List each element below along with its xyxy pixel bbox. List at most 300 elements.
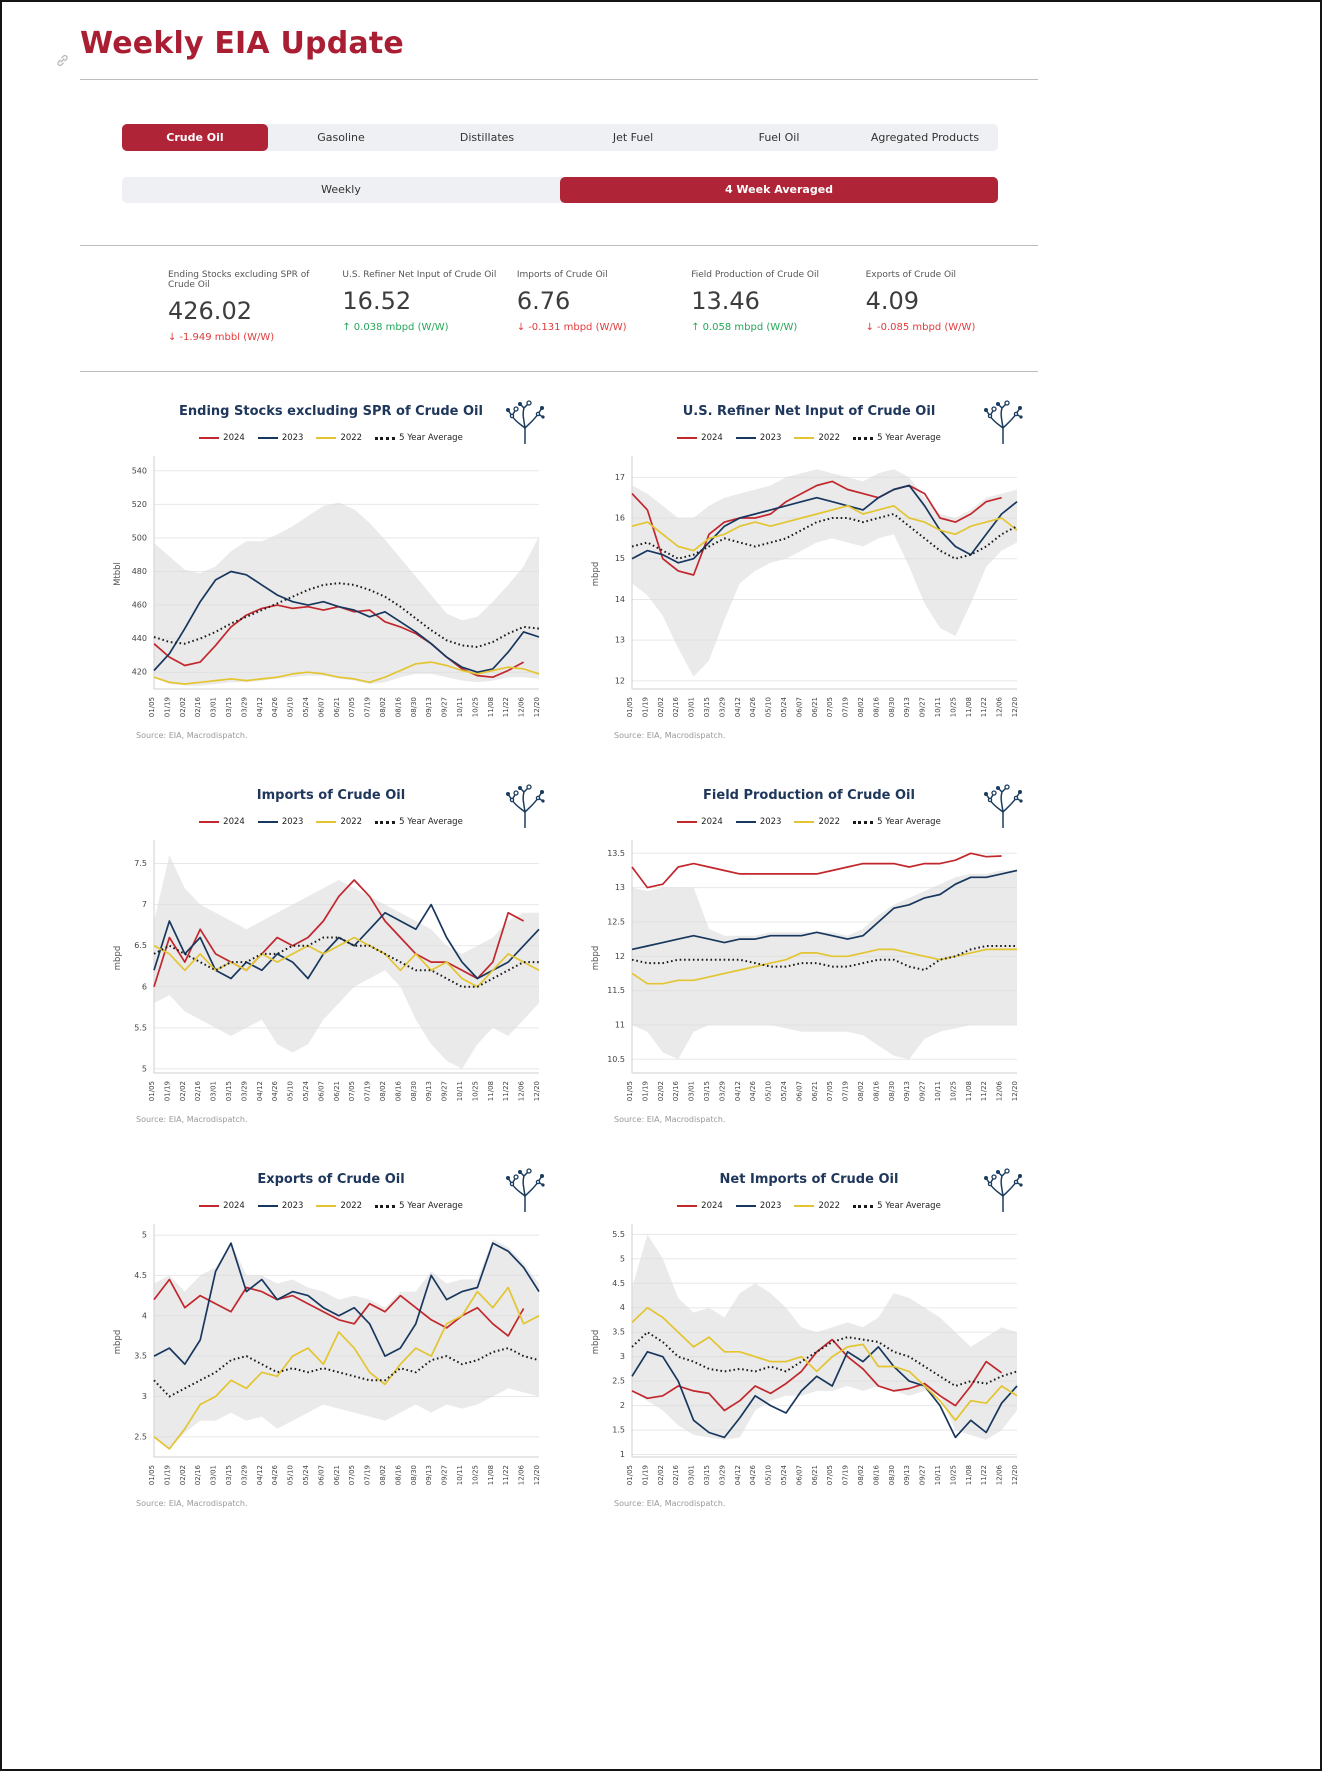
legend-item <box>677 817 723 827</box>
svg-text:04/26: 04/26 <box>749 697 758 718</box>
legend-item <box>677 433 723 443</box>
kpi-imports-of-crude-oil <box>517 270 691 343</box>
svg-text:03/01: 03/01 <box>687 697 696 718</box>
chart-title: Ending Stocks excluding SPR of Crude Oil <box>179 404 483 419</box>
svg-text:03/29: 03/29 <box>240 1465 249 1486</box>
svg-text:03/01: 03/01 <box>209 1081 218 1102</box>
legend-item <box>853 817 941 827</box>
svg-text:04/26: 04/26 <box>271 697 280 718</box>
svg-text:02/16: 02/16 <box>672 1465 681 1486</box>
svg-text:11/22: 11/22 <box>502 697 511 718</box>
svg-text:08/30: 08/30 <box>409 697 418 718</box>
chart-card-imports-of-crude-oil <box>108 778 554 1124</box>
svg-text:04/26: 04/26 <box>271 1465 280 1486</box>
legend-label: 5 Year Average <box>877 817 941 827</box>
svg-text:12.5: 12.5 <box>607 917 625 927</box>
svg-text:03/29: 03/29 <box>240 1081 249 1102</box>
svg-text:03/15: 03/15 <box>703 697 711 718</box>
svg-text:09/27: 09/27 <box>440 1081 449 1102</box>
source-note: Source: EIA, Macrodispatch. <box>614 731 726 740</box>
legend-label: 5 Year Average <box>877 1201 941 1211</box>
svg-text:520: 520 <box>131 499 147 509</box>
svg-text:08/16: 08/16 <box>394 697 403 718</box>
svg-text:07/05: 07/05 <box>826 1081 835 1102</box>
svg-text:10/11: 10/11 <box>456 1081 464 1102</box>
svg-text:11/22: 11/22 <box>980 1465 989 1486</box>
svg-text:08/02: 08/02 <box>379 1465 387 1486</box>
svg-text:12/06: 12/06 <box>517 1465 526 1486</box>
kpi-value: 426.02 <box>168 297 252 325</box>
kpi-delta-text: 0.058 mbpd (W/W) <box>702 322 798 333</box>
legend-item <box>794 817 840 827</box>
svg-text:12/20: 12/20 <box>533 697 541 718</box>
svg-text:mbpd: mbpd <box>591 561 601 587</box>
svg-text:09/27: 09/27 <box>918 697 927 718</box>
legend-swatch <box>375 1205 395 1208</box>
legend-swatch <box>853 1205 873 1208</box>
svg-text:02/02: 02/02 <box>656 1081 665 1102</box>
chart-plot <box>586 833 1026 1115</box>
legend-swatch <box>375 437 395 440</box>
kpi-value: 4.09 <box>865 287 920 315</box>
svg-text:3.5: 3.5 <box>134 1351 147 1361</box>
svg-text:7.5: 7.5 <box>134 859 147 869</box>
svg-text:02/02: 02/02 <box>178 1081 187 1102</box>
kpi-row <box>168 270 1040 343</box>
svg-text:5.5: 5.5 <box>612 1229 625 1239</box>
svg-text:02/02: 02/02 <box>178 697 187 718</box>
legend-swatch <box>199 821 219 823</box>
svg-text:08/16: 08/16 <box>394 1465 403 1486</box>
chart-legend <box>586 433 1032 443</box>
kpi-value: 13.46 <box>691 287 760 315</box>
svg-text:03/01: 03/01 <box>209 697 218 718</box>
svg-text:460: 460 <box>131 600 147 610</box>
svg-text:01/05: 01/05 <box>148 1465 156 1486</box>
kpi-label: Field Production of Crude Oil <box>691 270 820 280</box>
legend-item <box>375 433 463 443</box>
svg-text:03/15: 03/15 <box>225 1081 233 1102</box>
svg-text:02/16: 02/16 <box>194 697 203 718</box>
svg-text:01/05: 01/05 <box>626 1465 634 1486</box>
header-divider <box>80 79 1038 80</box>
delta-up-arrow-icon: ↑ <box>342 322 351 333</box>
chart-title: Imports of Crude Oil <box>256 788 406 803</box>
svg-text:09/13: 09/13 <box>903 1081 912 1102</box>
tab-weekly[interactable]: Weekly <box>321 183 361 196</box>
svg-text:08/16: 08/16 <box>872 1081 881 1102</box>
kpi-ending-stocks-excluding-spr-of-crude-oil <box>168 270 342 343</box>
tab-distillates[interactable]: Distillates <box>459 131 515 144</box>
svg-text:7: 7 <box>141 900 147 910</box>
legend-label: 2024 <box>223 1201 245 1211</box>
legend-swatch <box>677 437 697 439</box>
legend-label: 2022 <box>818 817 841 827</box>
svg-text:10/25: 10/25 <box>471 697 480 718</box>
svg-text:15: 15 <box>614 554 625 564</box>
svg-text:04/26: 04/26 <box>749 1081 758 1102</box>
svg-text:mbpd: mbpd <box>591 1329 601 1355</box>
svg-text:04/12: 04/12 <box>733 1081 742 1102</box>
page-content <box>80 2 1038 1508</box>
svg-text:07/05: 07/05 <box>826 1465 835 1486</box>
kpi-bottom-divider <box>80 371 1038 372</box>
svg-text:08/30: 08/30 <box>887 1465 896 1486</box>
chart-plot <box>586 449 1026 731</box>
svg-text:06/21: 06/21 <box>332 697 341 718</box>
svg-text:08/16: 08/16 <box>394 1081 403 1102</box>
tab-jet-fuel[interactable]: Jet Fuel <box>612 131 654 144</box>
legend-item <box>199 1201 245 1211</box>
legend-swatch <box>199 1205 219 1207</box>
svg-text:04/12: 04/12 <box>733 697 742 718</box>
svg-text:01/05: 01/05 <box>148 1081 156 1102</box>
svg-text:03/15: 03/15 <box>703 1465 711 1486</box>
legend-item <box>853 1201 941 1211</box>
tab-agregated-products[interactable]: Agregated Products <box>870 131 980 144</box>
charts-grid <box>108 394 1032 1508</box>
svg-text:05/24: 05/24 <box>780 697 788 718</box>
svg-text:10/25: 10/25 <box>949 697 958 718</box>
svg-text:06/21: 06/21 <box>810 697 819 718</box>
svg-text:2.5: 2.5 <box>612 1376 625 1386</box>
svg-text:02/16: 02/16 <box>672 697 681 718</box>
chart-title: Exports of Crude Oil <box>257 1172 405 1187</box>
legend-item <box>316 433 362 443</box>
svg-text:3: 3 <box>141 1391 147 1401</box>
chart-plot <box>586 1217 1026 1499</box>
chart-card-ending-stocks-excluding-spr-of-crude-oil <box>108 394 554 740</box>
svg-text:12/20: 12/20 <box>533 1081 541 1102</box>
legend-swatch <box>316 1205 336 1207</box>
legend-swatch <box>316 821 336 823</box>
legend-label: 2022 <box>818 433 841 443</box>
svg-text:06/21: 06/21 <box>810 1465 819 1486</box>
kpi-delta-text: -0.131 mbpd (W/W) <box>528 322 627 333</box>
svg-text:08/02: 08/02 <box>857 1465 865 1486</box>
legend-label: 2024 <box>701 433 723 443</box>
legend-label: 2023 <box>759 817 782 827</box>
source-note: Source: EIA, Macrodispatch. <box>614 1115 726 1124</box>
svg-text:10.5: 10.5 <box>607 1054 625 1064</box>
svg-text:07/05: 07/05 <box>348 1081 357 1102</box>
svg-text:09/27: 09/27 <box>440 697 449 718</box>
legend-item <box>375 1201 463 1211</box>
svg-text:05/10: 05/10 <box>764 697 773 718</box>
svg-text:12/20: 12/20 <box>1011 697 1019 718</box>
svg-text:2: 2 <box>619 1401 625 1411</box>
legend-label: 2022 <box>340 433 363 443</box>
kpi-delta <box>517 322 677 333</box>
chart-plot <box>108 833 548 1115</box>
svg-text:07/19: 07/19 <box>841 697 850 718</box>
legend-label: 5 Year Average <box>877 433 941 443</box>
link-anchor-icon[interactable] <box>56 54 69 67</box>
svg-text:08/16: 08/16 <box>872 697 881 718</box>
legend-swatch <box>258 437 278 439</box>
legend-item <box>316 1201 362 1211</box>
kpi-value: 16.52 <box>342 287 412 315</box>
legend-item <box>258 817 304 827</box>
svg-text:12: 12 <box>614 951 625 961</box>
svg-text:01/19: 01/19 <box>641 697 650 718</box>
svg-text:02/16: 02/16 <box>194 1465 203 1486</box>
svg-text:08/30: 08/30 <box>409 1465 418 1486</box>
svg-text:01/05: 01/05 <box>148 697 156 718</box>
chart-legend <box>108 1201 554 1211</box>
chart-legend <box>108 817 554 827</box>
svg-text:06/07: 06/07 <box>317 697 326 718</box>
svg-text:10/25: 10/25 <box>471 1465 480 1486</box>
kpi-value: 6.76 <box>516 287 571 315</box>
svg-text:02/02: 02/02 <box>656 697 665 718</box>
svg-text:07/19: 07/19 <box>363 1081 372 1102</box>
svg-text:11/22: 11/22 <box>980 1081 989 1102</box>
svg-text:03/29: 03/29 <box>718 1081 727 1102</box>
svg-text:09/13: 09/13 <box>425 697 434 718</box>
svg-text:4.5: 4.5 <box>134 1270 147 1280</box>
svg-text:05/10: 05/10 <box>764 1465 773 1486</box>
svg-text:08/30: 08/30 <box>887 697 896 718</box>
svg-text:01/19: 01/19 <box>641 1465 650 1486</box>
svg-text:06/07: 06/07 <box>317 1465 326 1486</box>
kpi-field-production-of-crude-oil <box>691 270 865 343</box>
svg-text:04/26: 04/26 <box>271 1081 280 1102</box>
svg-text:12/06: 12/06 <box>517 1081 526 1102</box>
svg-text:01/05: 01/05 <box>626 1081 634 1102</box>
tab-4-week-averaged[interactable]: 4 Week Averaged <box>560 177 998 203</box>
svg-text:03/29: 03/29 <box>240 697 249 718</box>
svg-text:10/25: 10/25 <box>471 1081 480 1102</box>
legend-label: 2024 <box>223 433 245 443</box>
legend-label: 2023 <box>281 433 304 443</box>
chart-title: Field Production of Crude Oil <box>703 788 915 803</box>
svg-text:10/25: 10/25 <box>949 1081 958 1102</box>
svg-text:04/12: 04/12 <box>255 1465 264 1486</box>
svg-text:04/12: 04/12 <box>255 1081 264 1102</box>
svg-text:3.5: 3.5 <box>612 1327 625 1337</box>
svg-text:10/11: 10/11 <box>934 697 942 718</box>
svg-text:03/15: 03/15 <box>225 1465 233 1486</box>
svg-text:11.5: 11.5 <box>607 986 625 996</box>
svg-text:05/24: 05/24 <box>302 1081 310 1102</box>
legend-swatch <box>316 437 336 439</box>
legend-item <box>794 433 840 443</box>
svg-text:10/25: 10/25 <box>949 1465 958 1486</box>
svg-text:mbpd: mbpd <box>113 945 123 971</box>
svg-text:06/07: 06/07 <box>795 1081 804 1102</box>
legend-label: 2022 <box>818 1201 841 1211</box>
macrodispatch-logo-icon <box>500 398 550 448</box>
legend-swatch <box>736 1205 756 1207</box>
svg-text:06/21: 06/21 <box>332 1081 341 1102</box>
svg-text:06/21: 06/21 <box>332 1465 341 1486</box>
svg-text:540: 540 <box>131 466 147 476</box>
svg-text:11: 11 <box>614 1020 625 1030</box>
svg-text:04/12: 04/12 <box>255 697 264 718</box>
svg-text:12/20: 12/20 <box>1011 1081 1019 1102</box>
svg-text:10/11: 10/11 <box>934 1465 942 1486</box>
legend-swatch <box>258 1205 278 1207</box>
svg-text:11/08: 11/08 <box>486 1465 495 1486</box>
svg-text:08/02: 08/02 <box>379 697 387 718</box>
legend-item <box>853 433 941 443</box>
svg-text:03/29: 03/29 <box>718 1465 727 1486</box>
delta-up-arrow-icon: ↑ <box>691 322 700 333</box>
svg-text:Mtbbl: Mtbbl <box>113 562 123 586</box>
svg-text:07/05: 07/05 <box>826 697 835 718</box>
svg-text:05/24: 05/24 <box>780 1081 788 1102</box>
svg-text:05/10: 05/10 <box>286 697 295 718</box>
chart-legend <box>586 1201 1032 1211</box>
chart-plot <box>108 1217 548 1499</box>
svg-text:6: 6 <box>141 982 147 992</box>
svg-text:4: 4 <box>141 1311 147 1321</box>
macrodispatch-logo-icon <box>500 1166 550 1216</box>
svg-text:01/19: 01/19 <box>163 1465 172 1486</box>
legend-label: 2024 <box>701 817 723 827</box>
kpi-label: U.S. Refiner Net Input of Crude Oil <box>342 270 497 280</box>
svg-text:01/19: 01/19 <box>641 1081 650 1102</box>
source-note: Source: EIA, Macrodispatch. <box>136 1115 248 1124</box>
source-note: Source: EIA, Macrodispatch. <box>136 731 248 740</box>
svg-text:13.5: 13.5 <box>607 848 625 858</box>
svg-text:11/22: 11/22 <box>502 1465 511 1486</box>
chart-title: Net Imports of Crude Oil <box>719 1172 899 1187</box>
frequency-tabs <box>122 177 998 203</box>
legend-item <box>199 817 245 827</box>
chart-title: U.S. Refiner Net Input of Crude Oil <box>682 404 936 419</box>
svg-text:4: 4 <box>619 1303 625 1313</box>
kpi-delta <box>342 322 502 333</box>
svg-text:09/13: 09/13 <box>425 1465 434 1486</box>
svg-text:09/27: 09/27 <box>440 1465 449 1486</box>
delta-down-arrow-icon: ↓ <box>865 322 875 333</box>
legend-label: 2022 <box>340 1201 363 1211</box>
legend-label: 2024 <box>701 1201 723 1211</box>
legend-label: 2023 <box>281 817 304 827</box>
svg-text:06/07: 06/07 <box>795 1465 804 1486</box>
svg-text:12/06: 12/06 <box>995 697 1004 718</box>
svg-text:08/02: 08/02 <box>857 1081 865 1102</box>
svg-text:06/21: 06/21 <box>810 1081 819 1102</box>
tab-fuel-oil[interactable]: Fuel Oil <box>758 131 800 144</box>
svg-text:1.5: 1.5 <box>612 1425 625 1435</box>
legend-label: 2023 <box>281 1201 304 1211</box>
svg-text:06/07: 06/07 <box>317 1081 326 1102</box>
svg-text:12/20: 12/20 <box>533 1465 541 1486</box>
svg-text:10/11: 10/11 <box>456 1465 464 1486</box>
controls-section <box>122 124 998 203</box>
svg-text:11/08: 11/08 <box>964 1465 973 1486</box>
macrodispatch-logo-icon <box>978 1166 1028 1216</box>
svg-text:6.5: 6.5 <box>134 941 147 951</box>
svg-text:5: 5 <box>619 1254 625 1264</box>
svg-text:11/08: 11/08 <box>486 697 495 718</box>
delta-down-arrow-icon: ↓ <box>168 332 177 343</box>
svg-text:08/16: 08/16 <box>872 1465 881 1486</box>
legend-swatch <box>794 437 814 439</box>
svg-text:mbpd: mbpd <box>591 945 601 971</box>
legend-swatch <box>677 1205 697 1207</box>
svg-text:09/13: 09/13 <box>903 697 912 718</box>
svg-text:07/19: 07/19 <box>841 1081 850 1102</box>
svg-text:01/19: 01/19 <box>163 697 172 718</box>
kpi-label: Ending Stocks excluding SPR of Crude Oil <box>168 270 310 290</box>
svg-text:07/19: 07/19 <box>363 697 372 718</box>
svg-text:3: 3 <box>619 1352 625 1362</box>
svg-text:480: 480 <box>131 566 147 576</box>
svg-text:4.5: 4.5 <box>612 1278 625 1288</box>
legend-label: 5 Year Average <box>399 433 463 443</box>
tab-gasoline[interactable]: Gasoline <box>317 131 365 144</box>
kpi-exports-of-crude-oil <box>866 270 1040 343</box>
svg-text:12/06: 12/06 <box>517 697 526 718</box>
legend-label: 2023 <box>759 1201 782 1211</box>
macrodispatch-logo-icon <box>500 782 550 832</box>
svg-text:04/26: 04/26 <box>749 1465 758 1486</box>
svg-text:03/15: 03/15 <box>703 1081 711 1102</box>
chart-card-u-s-refiner-net-input-of-crude-oil <box>586 394 1032 740</box>
legend-label: 2022 <box>340 817 363 827</box>
delta-down-arrow-icon: ↓ <box>516 322 526 333</box>
svg-text:2.5: 2.5 <box>134 1432 147 1442</box>
svg-text:09/13: 09/13 <box>903 1465 912 1486</box>
svg-text:11/22: 11/22 <box>980 697 989 718</box>
legend-item <box>794 1201 840 1211</box>
svg-text:02/02: 02/02 <box>656 1465 665 1486</box>
svg-text:14: 14 <box>614 594 625 604</box>
kpi-top-divider <box>80 245 1038 246</box>
chart-plot <box>108 449 548 731</box>
legend-item <box>375 817 463 827</box>
svg-text:06/07: 06/07 <box>795 697 804 718</box>
kpi-delta <box>691 322 851 333</box>
kpi-u-s-refiner-net-input-of-crude-oil <box>342 270 516 343</box>
svg-text:09/13: 09/13 <box>425 1081 434 1102</box>
svg-text:17: 17 <box>614 472 625 482</box>
kpi-delta-text: 0.038 mbpd (W/W) <box>353 322 449 333</box>
svg-text:mbpd: mbpd <box>113 1329 123 1355</box>
svg-text:5: 5 <box>141 1064 147 1074</box>
svg-text:11/22: 11/22 <box>502 1081 511 1102</box>
svg-text:12/20: 12/20 <box>1011 1465 1019 1486</box>
svg-text:1: 1 <box>619 1450 625 1460</box>
svg-text:08/30: 08/30 <box>409 1081 418 1102</box>
svg-text:08/30: 08/30 <box>887 1081 896 1102</box>
macrodispatch-logo-icon <box>978 782 1028 832</box>
legend-label: 5 Year Average <box>399 817 463 827</box>
legend-item <box>258 433 304 443</box>
svg-text:11/08: 11/08 <box>964 1081 973 1102</box>
legend-swatch <box>258 821 278 823</box>
svg-text:03/15: 03/15 <box>225 697 233 718</box>
svg-text:05/24: 05/24 <box>302 1465 310 1486</box>
legend-swatch <box>736 821 756 823</box>
svg-text:01/19: 01/19 <box>163 1081 172 1102</box>
chart-legend <box>108 433 554 443</box>
svg-text:02/16: 02/16 <box>672 1081 681 1102</box>
chart-card-exports-of-crude-oil <box>108 1162 554 1508</box>
svg-text:5.5: 5.5 <box>134 1023 147 1033</box>
svg-text:09/27: 09/27 <box>918 1081 927 1102</box>
svg-text:03/29: 03/29 <box>718 697 727 718</box>
svg-text:09/27: 09/27 <box>918 1465 927 1486</box>
svg-text:12/06: 12/06 <box>995 1081 1004 1102</box>
tab-crude-oil[interactable]: Crude Oil <box>122 124 268 151</box>
svg-text:03/01: 03/01 <box>209 1465 218 1486</box>
svg-text:08/02: 08/02 <box>857 697 865 718</box>
